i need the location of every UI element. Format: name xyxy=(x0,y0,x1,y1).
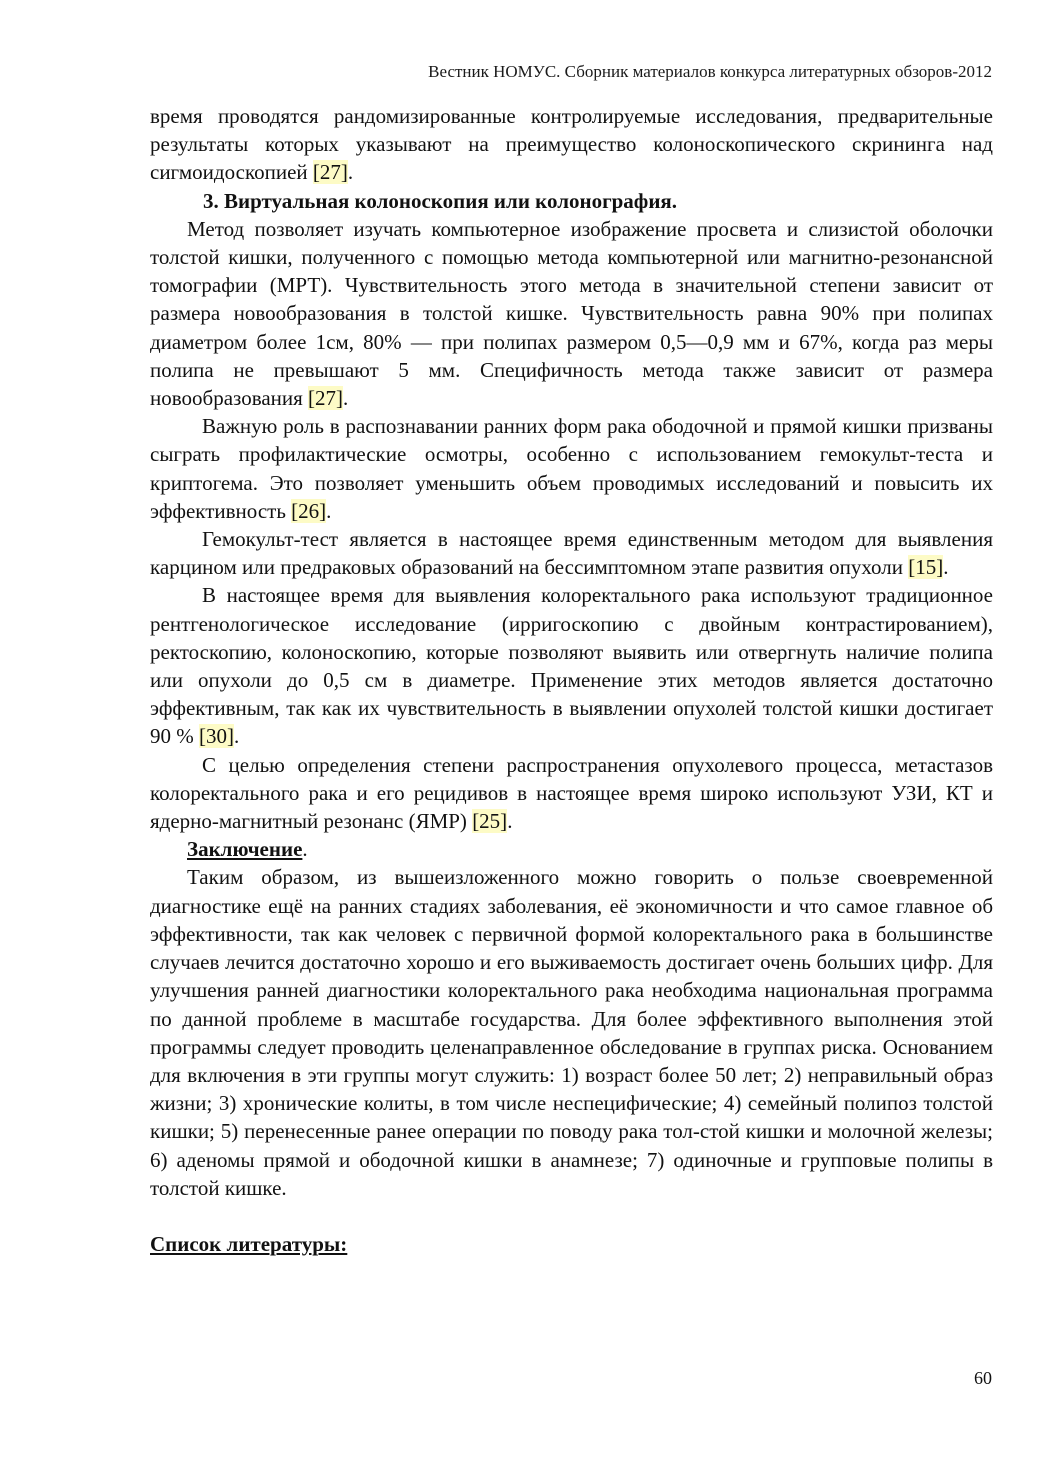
citation-link[interactable]: [27] xyxy=(308,386,344,411)
paragraph-hemoccult: Гемокульт-тест является в настоящее время единственным методом для выявления карцином или предраковых образований на бессимптомном этапе развития опухоли [15]. xyxy=(150,527,993,580)
paragraph-text: В настоящее время для выявления колоректального рака используют традиционное рентгенологическое исследование (ирригоскопию с двойным контрастированием), ректоскопию, колоноскопию, которые позволяют выявить или отвергнуть наличие полипа или опухоли до 0,5 см в диаметре. Применение этих методов является достаточно эффективным, так как их чувствительность в выявлении опухолей толстой кишки достигает 90 % xyxy=(150,583,993,749)
citation-link[interactable]: [30] xyxy=(199,724,234,749)
citation-link[interactable]: [27] xyxy=(312,160,348,185)
conclusion-heading: Заключение. xyxy=(187,837,308,862)
references-heading: Список литературы: xyxy=(150,1231,348,1256)
paragraph-screening: время проводятся рандомизированные контролируемые исследования, предварительные результаты которых указывают на преимущество колоноскопического скрининга над сигмоидоскопией [27]. xyxy=(150,104,993,185)
citation-link[interactable]: [25] xyxy=(472,809,508,834)
running-header: Вестник НОМУС. Сборник материалов конкурса литературных обзоров-2012 xyxy=(428,62,992,81)
section-heading-virtual-colonoscopy: 3. Виртуальная колоноскопия или колонография. xyxy=(203,188,678,213)
citation-link[interactable]: [26] xyxy=(291,498,327,523)
paragraph-staging: С целью определения степени распространения опухолевого процесса, метастазов колоректального рака и его рецидивов в настоящее время широко используют УЗИ, КТ и ядерно-магнитный резонанс (ЯМР) [25]. xyxy=(150,752,993,834)
paragraph-prevention: Важную роль в распознавании ранних форм рака ободочной и прямой кишки призваны сыграть профилактические осмотры, особенно с использованием гемокульт-теста и криптогема. Это позволяет уменьшить объем проводимых исследований и повысить их эффективность [26]. xyxy=(150,414,993,523)
paragraph-conclusion: Таким образом, из вышеизложенного можно говорить о пользе своевременной диагностике ещё на ранних стадиях заболевания, её экономичности и что самое главное об эффективности, так как человек с первичной формой колоректального рака в большинстве случаев лечится достаточно хорошо и его выживаемость достигает очень больших цифр. Для улучшения ранней диагностики колоректального рака необходима национальная программа по данной проблеме в масштабе государства. Для более эффективного выполнения этой программы следует проводить целенаправленное обследование в группах риска. Основанием для включения в эти группы могут служить: 1) возраст более 50 лет; 2) неправильный образ жизни; 3) хронические колиты, в том числе неспецифические; 4) семейный полипоз толстой кишки; 5) перенесенные ранее операции по поводу рака тол-стой кишки и молочной железы; 6) аденомы прямой и ободочной кишки в анамнезе; 7) одиночные и групповые полипы в толстой кишке. xyxy=(150,865,993,1200)
paragraph-text: время проводятся рандомизированные контролируемые исследования, предварительные результаты которых указывают на преимущество колоноскопического скрининга над сигмоидоскопией xyxy=(150,104,993,185)
paragraph-text: Гемокульт-тест является в настоящее время единственным методом для выявления карцином или предраковых образований на бессимптомном этапе развития опухоли xyxy=(150,527,993,580)
page-number: 60 xyxy=(974,1368,992,1388)
paragraph-text: Важную роль в распознавании ранних форм рака ободочной и прямой кишки призваны сыграть профилактические осмотры, особенно с использованием гемокульт-теста и криптогема. Это позволяет уменьшить объем проводимых исследований и повысить их эффективность xyxy=(150,414,993,523)
citation-link[interactable]: [15] xyxy=(908,555,944,580)
paragraph-text: С целью определения степени распространения опухолевого процесса, метастазов колоректального рака и его рецидивов в настоящее время широко используют УЗИ, КТ и ядерно-магнитный резонанс (ЯМР) xyxy=(150,752,993,834)
paragraph-detection-methods: В настоящее время для выявления колоректального рака используют традиционное рентгенологическое исследование (ирригоскопию с двойным контрастированием), ректоскопию, колоноскопию, которые позволяют выявить или отвергнуть наличие полипа или опухоли до 0,5 см в диаметре. Применение этих методов является достаточно эффективным, так как их чувствительность в выявлении опухолей толстой кишки достигает 90 % [30]. xyxy=(150,583,993,749)
paragraph-method: Метод позволяет изучать компьютерное изображение просвета и слизистой оболочки толстой кишки, полученного с помощью метода компьютерной или магнитно-резонансной томографии (МРТ). Чувствительность этого метода в значительной степени зависит от размера новообразования в толстой кишке. Чувствительность равна 90% при полипах диаметром более 1см, 80% — при полипах размером 0,5—0,9 мм и 67%, когда раз меры полипа не превышают 5 мм. Специфичность метода также зависит от размера новообразования [27]. xyxy=(150,216,993,411)
paragraph-text: Метод позволяет изучать компьютерное изображение просвета и слизистой оболочки толстой кишки, полученного с помощью метода компьютерной или магнитно-резонансной томографии (МРТ). Чувствительность этого метода в значительной степени зависит от размера новообразования в толстой кишке. Чувствительность равна 90% при полипах диаметром более 1см, 80% — при полипах размером 0,5—0,9 мм и 67%, когда раз меры полипа не превышают 5 мм. Специфичность метода также зависит от размера новообразования xyxy=(150,216,993,411)
main-text xyxy=(150,102,993,1258)
